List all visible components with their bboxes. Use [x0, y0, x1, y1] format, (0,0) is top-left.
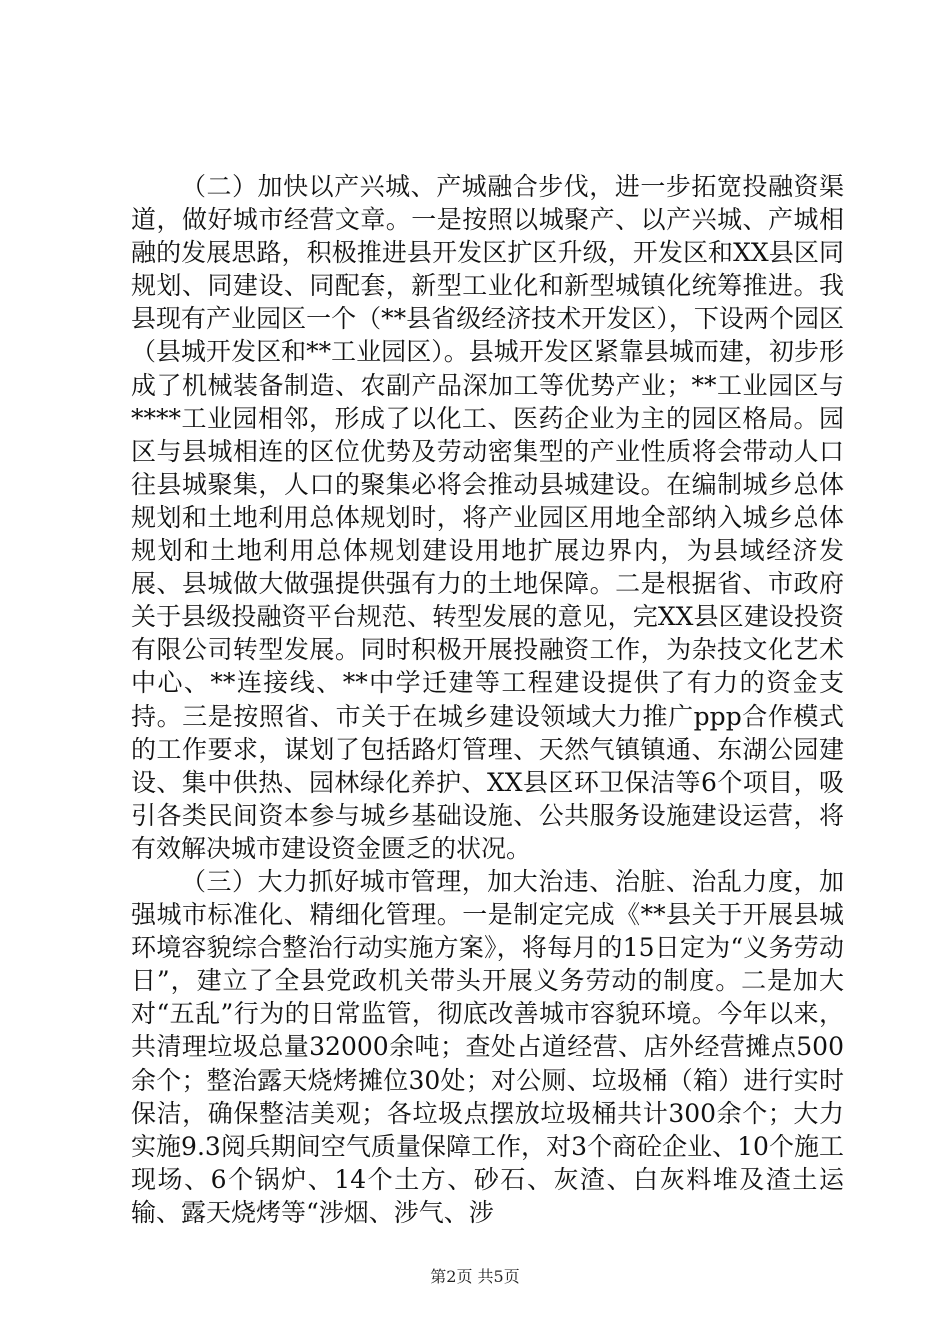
paragraph-section-2: （二）加快以产兴城、产城融合步伐，进一步拓宽投融资渠道，做好城市经营文章。一是按照以城聚产、以产兴城、产城相融的发展思路，积极推进县开发区扩区升级，开发区和XX县区同规划、同建设、同配套，新型工业化和新型城镇化统筹推进。我县现有产业园区一个（**县省级经济技术开发区），下设两个园区（县城开发区和**工业园区）。县城开发区紧靠县城而建，初步形成了机械装备制造、农副产品深加工等优势产业；**工业园区与****工业园相邻，形成了以化工、医药企业为主的园区格局。园区与县城相连的区位优势及劳动密集型的产业性质将会带动人口往县城聚集，人口的聚集必将会推动县城建设。在编制城乡总体规划和土地利用总体规划时，将产业园区用地全部纳入城乡总体规划和土地利用总体规划建设用地扩展边界内，为县域经济发展、县城做大做强提供强有力的土地保障。二是根据省、市政府关于县级投融资平台规范、转型发展的意见，完XX县区建设投资有限公司转型发展。同时积极开展投融资工作，为杂技文化艺术中心、**连接线、**中学迁建等工程建设提供了有力的资金支持。三是按照省、市关于在城乡建设领域大力推广ppp合作模式的工作要求，谋划了包括路灯管理、天然气镇镇通、东湖公园建设、集中供热、园林绿化养护、XX县区环卫保洁等6个项目，吸引各类民间资本参与城乡基础设施、公共服务设施建设运营，将有效解决城市建设资金匮乏的状况。 [131, 172, 844, 863]
document-body [131, 170, 844, 1229]
page-number-footer: 第2页 共5页 [430, 1267, 520, 1286]
paragraph-section-3: （三）大力抓好城市管理，加大治违、治脏、治乱力度，加强城市标准化、精细化管理。一是制定完成《**县关于开展县城环境容貌综合整治行动实施方案》，将每月的15日定为“义务劳动日”，建立了全县党政机关带头开展义务劳动的制度。二是加大对“五乱”行为的日常监管，彻底改善城市容貌环境。今年以来，共清理垃圾总量32000余吨；查处占道经营、店外经营摊点500余个；整治露天烧烤摊位30处；对公厕、垃圾桶（箱）进行实时保洁，确保整洁美观；各垃圾点摆放垃圾桶共计300余个；大力实施9.3阅兵期间空气质量保障工作，对3个商砼企业、10个施工现场、6个锅炉、14个土方、砂石、灰渣、白灰料堆及渣土运输、露天烧烤等“涉烟、涉气、涉 [131, 866, 844, 1227]
